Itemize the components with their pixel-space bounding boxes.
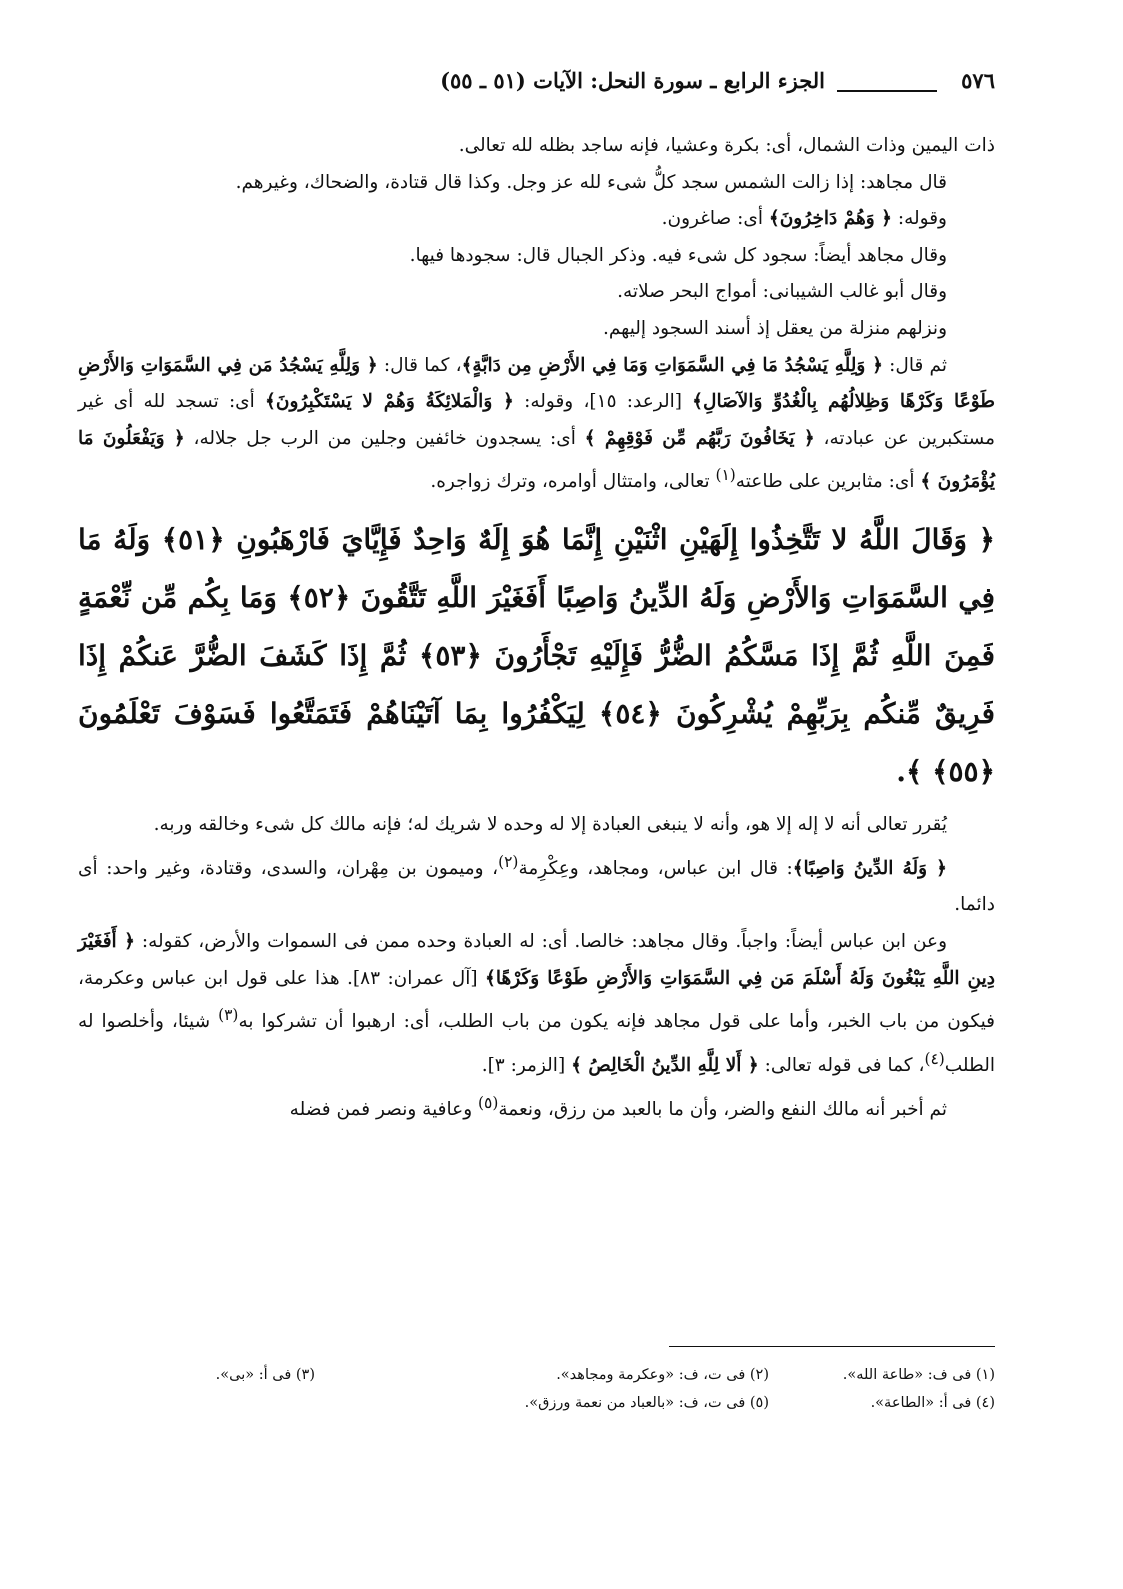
text-run: شيئا، وأخلصوا له الطلب [78, 1011, 995, 1077]
running-header [78, 68, 995, 108]
text-run: أى: صاغرون. [661, 208, 769, 230]
footnote-1: (١) فى ف: «طاعة الله». [842, 1367, 995, 1383]
paragraph [78, 924, 995, 1085]
header-rule-right [837, 90, 937, 92]
text-run: ، كما فى قوله تعالى: [758, 1055, 925, 1077]
quran-quote: ﴿ وَيَفْعَلُونَ مَا يُؤْمَرُونَ ﴾ [78, 427, 995, 493]
footnote-row [78, 1362, 995, 1390]
text-run: [الرعد: ١٥]، وقوله: [513, 391, 693, 413]
footnotes [78, 1362, 995, 1418]
paragraph [78, 348, 995, 502]
text-run: أى: مثابرين على طاعته [735, 471, 921, 493]
text-run: وقوله: [891, 208, 947, 230]
footnote-row [78, 1390, 995, 1418]
footnote-2: (٢) فى ت، ف: «وعكرمة ومجاهد». [556, 1367, 769, 1383]
quran-quote: ﴿ وَلِلَّهِ يَسْجُدُ مَا فِي السَّمَوَاتِ وَمَا فِي الأَرْضِ مِن دَابَّةٍ﴾ [461, 354, 883, 376]
running-title: الجزء الرابع ـ سورة النحل: الآيات (٥١ ـ ٥٥) [440, 68, 825, 93]
paragraph [78, 128, 995, 165]
text-run: وقال مجاهد أيضاً: سجود كل شىء فيه. وذكر الجبال قال: سجودها فيها. [409, 244, 947, 266]
quran-quote: ﴿ يَخَافُونَ رَبَّهُم مِّن فَوْقِهِمْ ﴾ [584, 427, 815, 449]
footnote-marker: (٢) [498, 852, 519, 871]
paragraph [78, 274, 995, 311]
text-run: وعافية ونصر فمن فضله [289, 1098, 479, 1120]
quran-quote: ﴿ أَلا لِلَّهِ الدِّينُ الْخَالِصُ ﴾ [571, 1055, 759, 1077]
quran-quote: ﴿ وَهُمْ دَاخِرُونَ﴾ [768, 208, 892, 230]
text-run: وقال أبو غالب الشيبانى: أمواج البحر صلاته. [617, 281, 947, 303]
text-run: أى: تسجد لله أى غير مستكبرين عن عبادته، [78, 391, 995, 449]
footnote-5: (٥) فى ت، ف: «بالعباد من نعمة ورزق». [524, 1395, 769, 1411]
text-run: : قال ابن عباس، ومجاهد، وعِكْرِمة [518, 857, 793, 879]
quran-quote: ﴿ أَفَغَيْرَ دِينِ اللَّهِ يَبْغُونَ وَلَهُ أَسْلَمَ مَن فِي السَّمَوَاتِ وَالأَرْضِ طَوْعًا وَكَرْهًا﴾ [78, 931, 996, 989]
footnote-marker: (١) [715, 466, 736, 485]
paragraph [78, 807, 995, 844]
text-run: يُقرر تعالى أنه لا إله إلا هو، وأنه لا ينبغى العبادة إلا له وحده لا شريك له؛ فإنه مالك كل شىء وخالقه وربه. [153, 814, 947, 836]
quran-verses-block: ﴿ وَقَالَ اللَّهُ لا تَتَّخِذُوا إِلَهَيْنِ اثْنَيْنِ إِنَّمَا هُوَ إِلَهٌ وَاحِدٌ فَإِيَّايَ فَارْهَبُونِ ﴿٥١﴾ وَلَهُ مَا فِي السَّمَوَاتِ وَالأَرْضِ وَلَهُ الدِّينُ وَاصِبًا أَفَغَيْرَ اللَّهِ تَتَّقُونَ ﴿٥٢﴾ وَمَا بِكُم مِّن نِّعْمَةٍ فَمِنَ اللَّهِ ثُمَّ إِذَا مَسَّكُمُ الضُّرُّ فَإِلَيْهِ تَجْأَرُونَ ﴿٥٣﴾ ثُمَّ إِذَا كَشَفَ الضُّرَّ عَنكُمْ إِذَا فَرِيقٌ مِّنكُم بِرَبِّهِمْ يُشْرِكُونَ ﴿٥٤﴾ لِيَكْفُرُوا بِمَا آتَيْنَاهُمْ فَتَمَتَّعُوا فَسَوْفَ تَعْلَمُونَ ﴿٥٥﴾ ﴾. [78, 523, 996, 789]
paragraph [78, 201, 995, 238]
footnote-marker: (٥) [478, 1093, 499, 1112]
text-run: وعن ابن عباس أيضاً: واجباً. وقال مجاهد: خالصا. أى: له العبادة وحده ممن فى السموات والأرض، كقوله: [135, 931, 948, 953]
text-run: [آل عمران: ٨٣]. هذا على قول ابن عباس وعكرمة، فيكون من باب الخبر، وأما على قول مجاهد فإنه يكون من باب الطلب، أى: ارهبوا أن تشركوا به [78, 967, 995, 1033]
text-run: ثم قال: [882, 354, 947, 376]
paragraph [78, 844, 995, 924]
quran-quote: ﴿ وَلِلَّهِ يَسْجُدُ مَن فِي السَّمَوَاتِ وَالأَرْضِ طَوْعًا وَكَرْهًا وَظِلالُهُم بِالْغُدُوِّ وَالآصَالِ﴾ [78, 354, 996, 413]
text-run: أى: يسجدون خائفين وجلين من الرب جل جلاله، [184, 427, 585, 449]
paragraph [78, 165, 995, 202]
text-run: ، وميمون بن مِهْران، والسدى، وقتادة، وغير واحد: أى دائما. [78, 857, 995, 916]
quran-quote: ﴿ وَالْمَلائِكَةُ وَهُمْ لا يَسْتَكْبِرُونَ﴾ [265, 391, 514, 413]
text-run: ثم أخبر أنه مالك النفع والضر، وأن ما بالعبد من رزق، ونعمة [498, 1098, 947, 1120]
quran-quote: ﴿ وَلَهُ الدِّينُ وَاصِبًا﴾ [792, 857, 947, 879]
text-run: قال مجاهد: إذا زالت الشمس سجد كلُّ شىء لله عز وجل. وكذا قال قتادة، والضحاك، وغيرهم. [235, 171, 947, 193]
paragraph [78, 238, 995, 275]
text-run: [الزمر: ٣]. [481, 1055, 572, 1077]
text-run: ، كما قال: [377, 354, 462, 376]
footnote-marker: (٣) [218, 1006, 239, 1025]
text-run: ونزلهم منزلة من يعقل إذ أسند السجود إليهم. [602, 317, 947, 339]
text-run: تعالى، وامتثال أوامره، وترك زواجره. [430, 471, 716, 493]
footnote-3: (٣) فى أ: «بى». [215, 1367, 315, 1383]
page-number: ٥٧٦ [961, 68, 995, 93]
footnote-4: (٤) فى أ: «الطاعة». [870, 1395, 995, 1411]
footnote-marker: (٤) [924, 1049, 945, 1068]
footnote-separator [669, 1346, 995, 1347]
main-text [78, 128, 995, 1128]
text-run: ذات اليمين وذات الشمال، أى: بكرة وعشيا، فإنه ساجد بظله لله تعالى. [458, 135, 995, 156]
paragraph [78, 311, 995, 348]
paragraph [78, 1085, 995, 1129]
